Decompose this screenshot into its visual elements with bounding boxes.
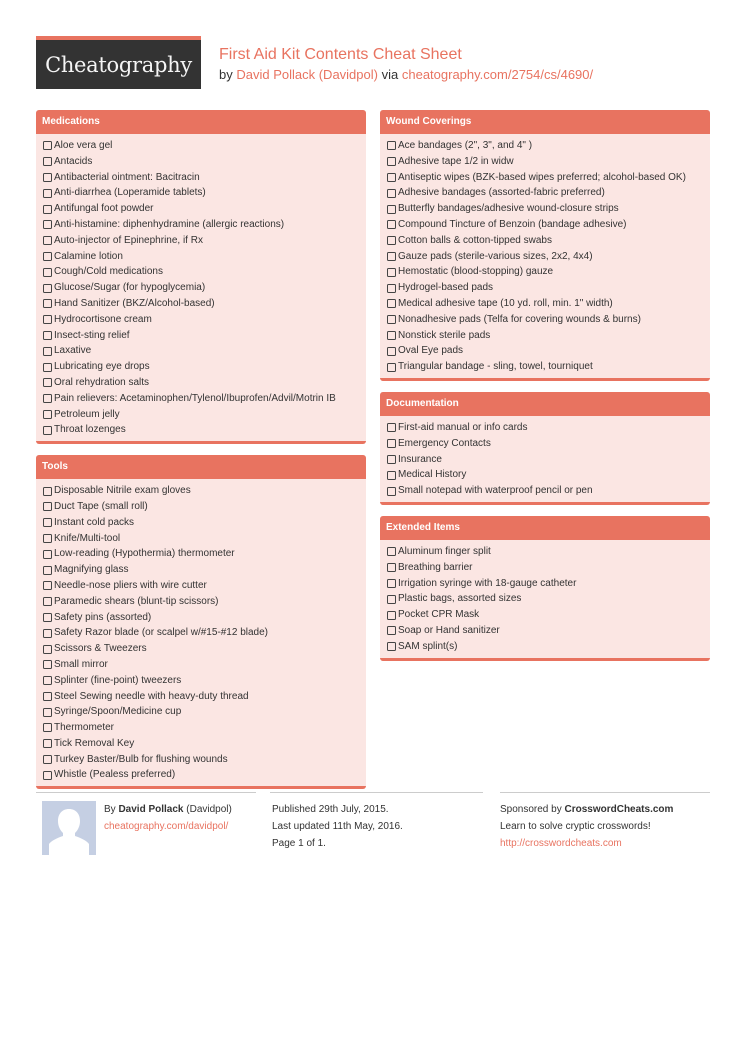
- section-list: [36, 134, 366, 441]
- checklist-item: [387, 185, 704, 201]
- checklist-item: [387, 296, 704, 312]
- checkbox-icon[interactable]: [387, 299, 396, 308]
- checkbox-icon[interactable]: [387, 284, 396, 293]
- sponsor-name: CrosswordCheats.com: [564, 804, 674, 815]
- checkbox-icon[interactable]: [43, 363, 52, 372]
- checklist-item-label: Tick Removal Key: [54, 737, 135, 749]
- section-tools: [36, 455, 366, 789]
- checklist-item-label: Anti-diarrhea (Loperamide tablets): [54, 187, 206, 199]
- section-title: Tools: [36, 455, 366, 479]
- checklist-item-label: Throat lozenges: [54, 424, 126, 436]
- checklist-item-label: Paramedic shears (blunt-tip scissors): [54, 595, 219, 607]
- checkbox-icon[interactable]: [43, 629, 52, 638]
- checklist-item-label: Adhesive bandages (assorted-fabric preferred): [398, 187, 605, 199]
- checklist-item-label: First-aid manual or info cards: [398, 421, 528, 433]
- checklist-item-label: Disposable Nitrile exam gloves: [54, 485, 191, 497]
- checklist-item: [387, 576, 704, 592]
- checkbox-icon[interactable]: [43, 410, 52, 419]
- checklist-item-label: Whistle (Pealess preferred): [54, 769, 176, 781]
- checklist-item: [43, 657, 360, 673]
- checklist-item-label: Steel Sewing needle with heavy-duty thread: [54, 690, 249, 702]
- checklist-item-label: Auto-injector of Epinephrine, if Rx: [54, 234, 203, 246]
- checklist-item: [43, 689, 360, 705]
- footer-publish-info: [270, 792, 483, 852]
- by-label: By: [104, 804, 116, 815]
- checklist-item: [387, 607, 704, 623]
- checkbox-icon[interactable]: [43, 566, 52, 575]
- checkbox-icon[interactable]: [43, 739, 52, 748]
- checkbox-icon[interactable]: [43, 189, 52, 198]
- checklist-item: [43, 217, 360, 233]
- checklist-item-label: Irrigation syringe with 18-gauge catheter: [398, 577, 577, 589]
- checkbox-icon[interactable]: [387, 455, 396, 464]
- checklist-item: [43, 359, 360, 375]
- checklist-item: [387, 233, 704, 249]
- checklist-item: [43, 562, 360, 578]
- checklist-item: [387, 328, 704, 344]
- checkbox-icon[interactable]: [387, 315, 396, 324]
- checklist-item: [43, 201, 360, 217]
- checklist-item-label: Aluminum finger split: [398, 545, 491, 557]
- checklist-item-label: Antiseptic wipes (BZK-based wipes preferred; alcohol-based OK): [398, 171, 686, 183]
- checkbox-icon[interactable]: [387, 189, 396, 198]
- section-list: [380, 416, 710, 502]
- checklist-item: [43, 328, 360, 344]
- section-list: [36, 479, 366, 786]
- checkbox-icon[interactable]: [43, 205, 52, 214]
- checklist-item-label: Medical adhesive tape (10 yd. roll, min. 1" width): [398, 297, 613, 309]
- checkbox-icon[interactable]: [43, 173, 52, 182]
- checklist-item-label: Butterfly bandages/adhesive wound-closure strips: [398, 203, 619, 215]
- sponsor-tagline: Learn to solve cryptic crosswords!: [500, 821, 651, 832]
- byline: [219, 67, 593, 82]
- checkbox-icon[interactable]: [43, 378, 52, 387]
- page-title: First Aid Kit Contents Cheat Sheet: [219, 46, 462, 63]
- checklist-item: [387, 249, 704, 265]
- checkbox-icon[interactable]: [387, 363, 396, 372]
- logo-text: Cheatography: [45, 52, 192, 77]
- checklist-item-label: Cotton balls & cotton-tipped swabs: [398, 234, 552, 246]
- checkbox-icon[interactable]: [387, 579, 396, 588]
- checklist-item: [387, 467, 704, 483]
- checklist-item-label: Duct Tape (small roll): [54, 500, 148, 512]
- checkbox-icon[interactable]: [43, 394, 52, 403]
- checklist-item-label: Splinter (fine-point) tweezers: [54, 674, 182, 686]
- section-title: Medications: [36, 110, 366, 134]
- checklist-item-label: Turkey Baster/Bulb for flushing wounds: [54, 753, 228, 765]
- checkbox-icon[interactable]: [43, 236, 52, 245]
- checklist-item: [43, 407, 360, 423]
- checklist-item-label: Lubricating eye drops: [54, 361, 150, 373]
- checklist-item-label: Hand Sanitizer (BKZ/Alcohol-based): [54, 297, 215, 309]
- checkbox-icon[interactable]: [387, 595, 396, 604]
- checklist-item: [387, 436, 704, 452]
- checklist-item-label: Low-reading (Hypothermia) thermometer: [54, 548, 235, 560]
- checklist-item: [43, 767, 360, 783]
- checkbox-icon[interactable]: [387, 611, 396, 620]
- checkbox-icon[interactable]: [43, 299, 52, 308]
- checklist-item: [43, 531, 360, 547]
- left-column: [36, 110, 366, 800]
- checkbox-icon[interactable]: [387, 268, 396, 277]
- checklist-item: [387, 170, 704, 186]
- checklist-item-label: Scissors & Tweezers: [54, 643, 147, 655]
- checklist-item: [43, 546, 360, 562]
- checklist-item-label: Soap or Hand sanitizer: [398, 624, 500, 636]
- checklist-item-label: Safety Razor blade (or scalpel w/#15-#12 blade): [54, 627, 269, 639]
- checklist-item: [43, 391, 360, 407]
- checklist-item: [43, 594, 360, 610]
- checklist-item-label: Hydrocortisone cream: [54, 313, 152, 325]
- checklist-item: [43, 610, 360, 626]
- checklist-item: [387, 217, 704, 233]
- sponsor-line: [500, 801, 710, 818]
- checklist-item-label: Antifungal foot powder: [54, 203, 154, 215]
- section-title: Wound Coverings: [380, 110, 710, 134]
- checklist-item-label: Breathing barrier: [398, 561, 473, 573]
- checklist-item: [387, 623, 704, 639]
- checklist-item: [43, 264, 360, 280]
- author-name: David Pollack: [118, 804, 184, 815]
- checkbox-icon[interactable]: [387, 563, 396, 572]
- checkbox-icon[interactable]: [43, 755, 52, 764]
- checklist-item: [387, 639, 704, 655]
- checklist-item: [43, 673, 360, 689]
- sheet-url-link[interactable]: cheatography.com/2754/cs/4690/: [401, 67, 594, 82]
- checklist-item-label: Small mirror: [54, 658, 108, 670]
- checklist-item: [43, 720, 360, 736]
- checkbox-icon[interactable]: [43, 613, 52, 622]
- checklist-item: [43, 170, 360, 186]
- checklist-item: [43, 499, 360, 515]
- checklist-item: [43, 752, 360, 768]
- checklist-item-label: Insect-sting relief: [54, 329, 130, 341]
- checklist-item-label: Glucose/Sugar (for hypoglycemia): [54, 282, 206, 294]
- checklist-item: [43, 185, 360, 201]
- checklist-item: [43, 641, 360, 657]
- checkbox-icon[interactable]: [43, 518, 52, 527]
- checklist-item: [387, 452, 704, 468]
- checkbox-icon[interactable]: [43, 502, 52, 511]
- checklist-item-label: Syringe/Spoon/Medicine cup: [54, 706, 182, 718]
- checklist-item-label: Insurance: [398, 453, 442, 465]
- checklist-item-label: Nonstick sterile pads: [398, 329, 491, 341]
- checkbox-icon[interactable]: [387, 471, 396, 480]
- checklist-item-label: Gauze pads (sterile-various sizes, 2x2, 4x4): [398, 250, 593, 262]
- checkbox-icon[interactable]: [43, 141, 52, 150]
- checklist-item: [43, 736, 360, 752]
- checklist-item: [43, 154, 360, 170]
- checklist-item-label: Aloe vera gel: [54, 140, 113, 151]
- person-silhouette-icon: [42, 801, 96, 855]
- checklist-item-label: Nonadhesive pads (Telfa for covering wounds & burns): [398, 313, 641, 325]
- checkbox-icon[interactable]: [43, 597, 52, 606]
- checklist-item-label: Hydrogel-based pads: [398, 282, 494, 294]
- checklist-item: [387, 544, 704, 560]
- checkbox-icon[interactable]: [387, 220, 396, 229]
- published-date: Published 29th July, 2015.: [272, 804, 389, 815]
- checklist-item-label: Hemostatic (blood-stopping) gauze: [398, 266, 554, 278]
- author-profile-link[interactable]: cheatography.com/davidpol/: [104, 821, 229, 832]
- checklist-item: [43, 625, 360, 641]
- checkbox-icon[interactable]: [387, 642, 396, 651]
- checklist-item-label: Pain relievers: Acetaminophen/Tylenol/Ibuprofen/Advil/Motrin IB: [54, 392, 336, 404]
- checkbox-icon[interactable]: [387, 173, 396, 182]
- checklist-item: [387, 201, 704, 217]
- sponsor-link[interactable]: http://crosswordcheats.com: [500, 838, 622, 849]
- checkbox-icon[interactable]: [43, 268, 52, 277]
- checkbox-icon[interactable]: [43, 284, 52, 293]
- checklist-item: [387, 420, 704, 436]
- checkbox-icon[interactable]: [43, 645, 52, 654]
- footer-author-line: [104, 801, 232, 818]
- checklist-item-label: Instant cold packs: [54, 516, 135, 528]
- checkbox-icon[interactable]: [387, 487, 396, 496]
- checkbox-icon[interactable]: [387, 141, 396, 150]
- checkbox-icon[interactable]: [387, 439, 396, 448]
- checkbox-icon[interactable]: [387, 347, 396, 356]
- checklist-item: [387, 343, 704, 359]
- checklist-item-label: Laxative: [54, 345, 92, 357]
- updated-date: Last updated 11th May, 2016.: [272, 821, 403, 832]
- checklist-item: [43, 233, 360, 249]
- section-documentation: [380, 392, 710, 505]
- checklist-item: [43, 280, 360, 296]
- checkbox-icon[interactable]: [387, 205, 396, 214]
- author-handle: (Davidpol): [186, 804, 232, 815]
- checkbox-icon[interactable]: [43, 550, 52, 559]
- checklist-item: [43, 138, 360, 154]
- checkbox-icon[interactable]: [43, 676, 52, 685]
- checklist-item-label: Thermometer: [54, 722, 115, 734]
- checklist-item-label: Adhesive tape 1/2 in widw: [398, 155, 514, 167]
- checkbox-icon[interactable]: [387, 236, 396, 245]
- checklist-item-label: Antibacterial ointment: Bacitracin: [54, 171, 200, 183]
- checklist-item: [387, 591, 704, 607]
- right-column: [380, 110, 710, 672]
- checklist-item-label: Petroleum jelly: [54, 408, 120, 420]
- section-list: [380, 134, 710, 378]
- avatar: [42, 801, 96, 855]
- checklist-item-label: Knife/Multi-tool: [54, 532, 121, 544]
- via-label: via: [381, 67, 399, 82]
- checklist-item-label: Ace bandages (2", 3", and 4" ): [398, 140, 533, 151]
- checkbox-icon[interactable]: [387, 331, 396, 340]
- checkbox-icon[interactable]: [43, 331, 52, 340]
- checklist-item: [387, 154, 704, 170]
- section-extended-items: [380, 516, 710, 661]
- page-count: Page 1 of 1.: [272, 838, 326, 849]
- checklist-item: [43, 483, 360, 499]
- checkbox-icon[interactable]: [43, 692, 52, 701]
- checklist-item: [43, 704, 360, 720]
- checklist-item-label: Small notepad with waterproof pencil or pen: [398, 485, 593, 497]
- author-link[interactable]: David Pollack (Davidpol): [236, 67, 378, 82]
- checkbox-icon[interactable]: [387, 157, 396, 166]
- checkbox-icon[interactable]: [43, 534, 52, 543]
- checklist-item-label: Oral rehydration salts: [54, 376, 150, 388]
- section-title: Extended Items: [380, 516, 710, 540]
- checkbox-icon[interactable]: [387, 252, 396, 261]
- checklist-item: [387, 483, 704, 499]
- checkbox-icon[interactable]: [387, 547, 396, 556]
- checklist-item: [387, 560, 704, 576]
- checklist-item-label: Safety pins (assorted): [54, 611, 152, 623]
- checkbox-icon[interactable]: [43, 252, 52, 261]
- checklist-item-label: Magnifying glass: [54, 564, 129, 576]
- checklist-item-label: Compound Tincture of Benzoin (bandage adhesive): [398, 218, 627, 230]
- checklist-item: [387, 359, 704, 375]
- checkbox-icon[interactable]: [43, 347, 52, 356]
- checklist-item-label: Cough/Cold medications: [54, 266, 163, 278]
- checkbox-icon[interactable]: [43, 315, 52, 324]
- checkbox-icon[interactable]: [43, 220, 52, 229]
- checkbox-icon[interactable]: [43, 581, 52, 590]
- checklist-item: [387, 264, 704, 280]
- section-wound-coverings: [380, 110, 710, 381]
- section-title: Documentation: [380, 392, 710, 416]
- checklist-item: [43, 249, 360, 265]
- checklist-item: [387, 280, 704, 296]
- checklist-item-label: Anti-histamine: diphenhydramine (allergic reactions): [54, 218, 285, 230]
- checklist-item: [43, 578, 360, 594]
- checklist-item: [387, 312, 704, 328]
- checkbox-icon[interactable]: [43, 426, 52, 435]
- checkbox-icon[interactable]: [43, 708, 52, 717]
- checklist-item: [43, 343, 360, 359]
- section-list: [380, 540, 710, 658]
- checklist-item-label: Emergency Contacts: [398, 437, 491, 449]
- checklist-item-label: Plastic bags, assorted sizes: [398, 593, 522, 605]
- checkbox-icon[interactable]: [43, 487, 52, 496]
- by-label: by: [219, 67, 233, 82]
- checklist-item: [43, 515, 360, 531]
- checklist-item-label: Oval Eye pads: [398, 345, 464, 357]
- footer-sponsor: [500, 792, 710, 852]
- checklist-item: [43, 375, 360, 391]
- checklist-item-label: SAM splint(s): [398, 640, 458, 652]
- checklist-item-label: Calamine lotion: [54, 250, 123, 262]
- cheatography-logo[interactable]: [36, 36, 201, 89]
- checklist-item: [43, 312, 360, 328]
- checklist-item-label: Triangular bandage - sling, towel, tourniquet: [398, 361, 593, 373]
- checklist-item: [43, 422, 360, 438]
- checklist-item-label: Pocket CPR Mask: [398, 609, 480, 621]
- checkbox-icon[interactable]: [43, 771, 52, 780]
- footer-author: [36, 792, 256, 832]
- checkbox-icon[interactable]: [43, 660, 52, 669]
- checkbox-icon[interactable]: [43, 157, 52, 166]
- checklist-item-label: Needle-nose pliers with wire cutter: [54, 579, 207, 591]
- checklist-item: [43, 296, 360, 312]
- sponsored-label: Sponsored by: [500, 804, 562, 815]
- section-medications: [36, 110, 366, 444]
- checkbox-icon[interactable]: [387, 626, 396, 635]
- checkbox-icon[interactable]: [43, 723, 52, 732]
- checklist-item-label: Medical History: [398, 469, 467, 481]
- checkbox-icon[interactable]: [387, 423, 396, 432]
- checklist-item-label: Antacids: [54, 155, 93, 167]
- checklist-item: [387, 138, 704, 154]
